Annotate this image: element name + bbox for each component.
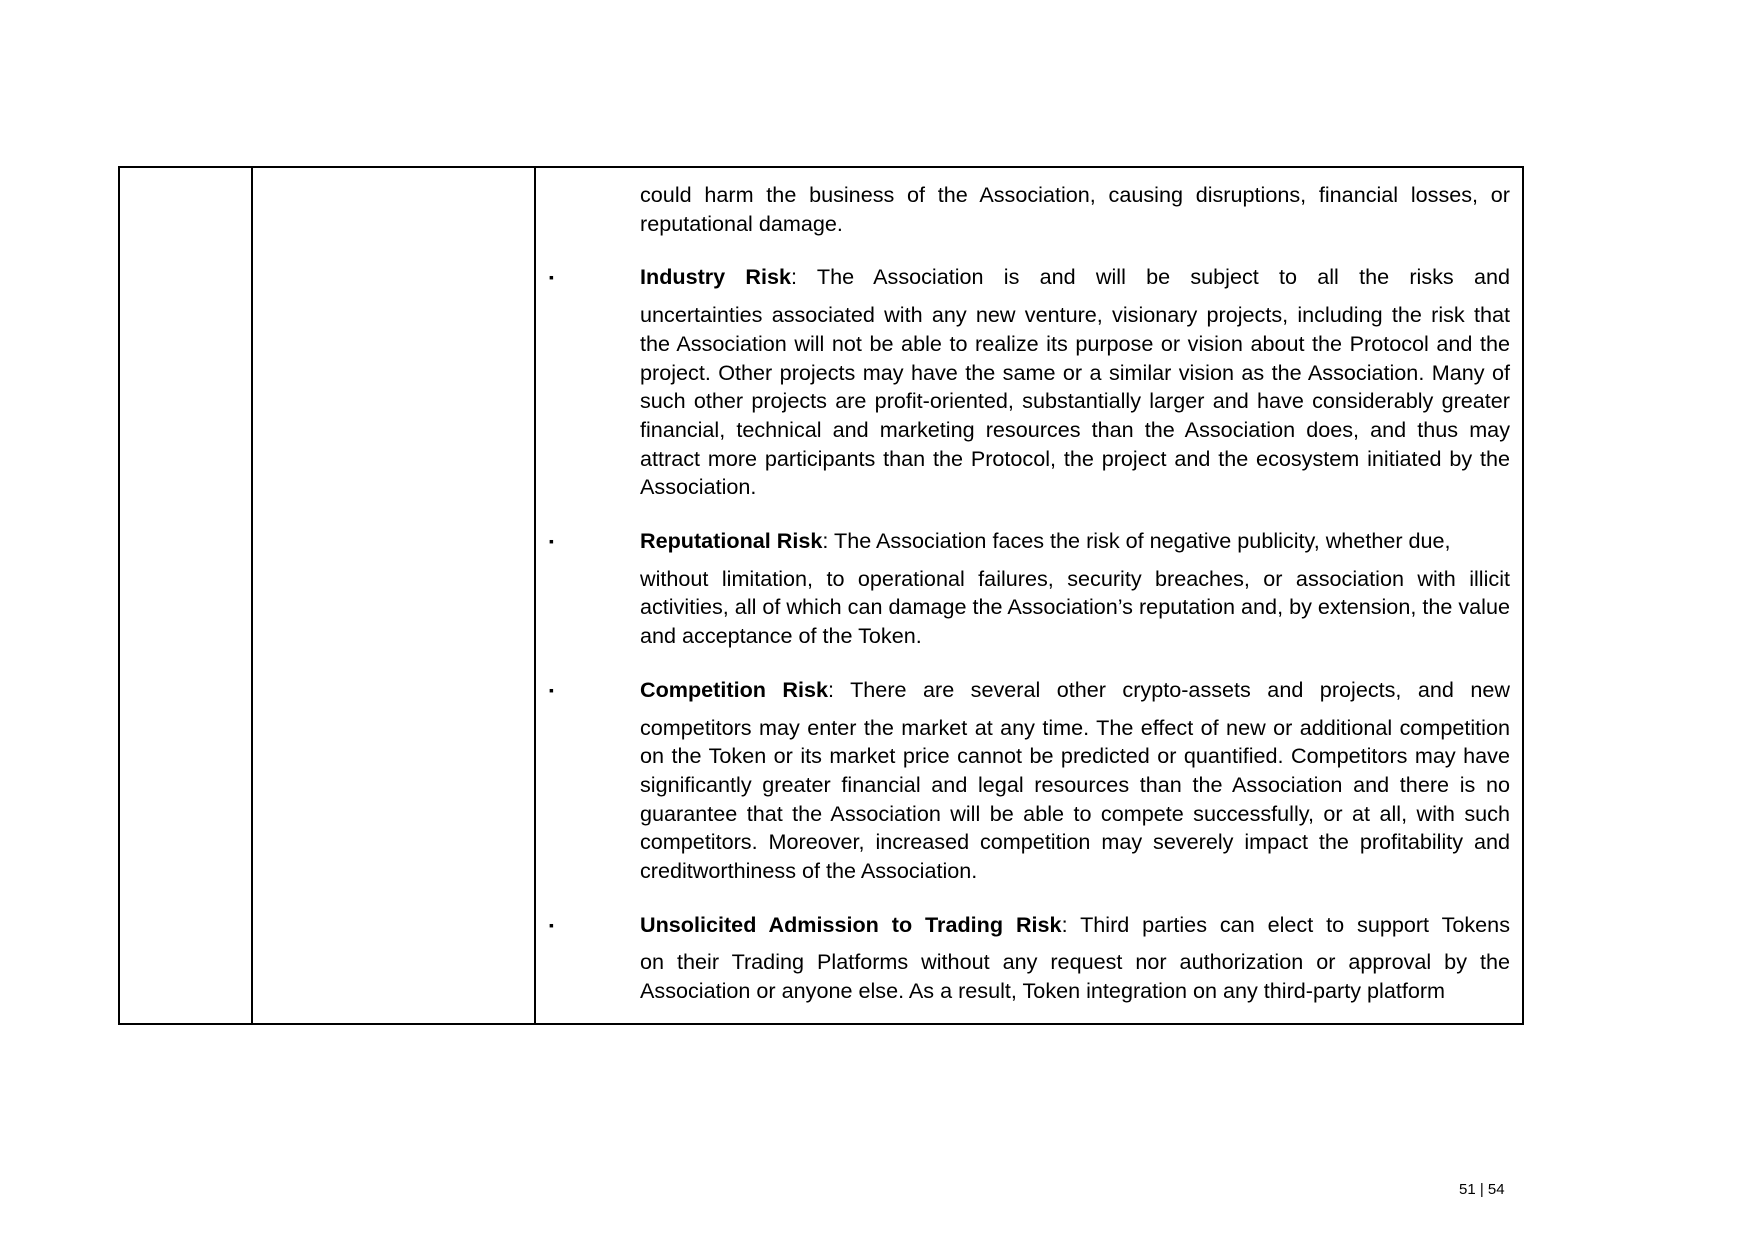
risk-table bbox=[118, 166, 1524, 1025]
risk-description: competitors may enter the market at any time. The effect of new or additional competition on the Token or its market price cannot be predicted or quantified. Competitors may have significantly greater financial and legal resources than the Association and there is no guarantee that the Association will be able to compete successfully, or at all, with such competitors. Moreover, increased competition may severely impact the profitability and creditworthiness of the Association. bbox=[640, 714, 1510, 884]
risk-item-unsolicited-trading bbox=[536, 911, 1522, 1006]
table-column-3 bbox=[536, 168, 1522, 1023]
risk-lead-text: : The Association is and will be subject to all the risks and bbox=[791, 264, 1510, 290]
risk-lead-line bbox=[640, 911, 1510, 940]
risk-lead-line bbox=[640, 263, 1510, 292]
risk-content bbox=[536, 181, 1522, 1006]
risk-lead-line bbox=[640, 527, 1510, 556]
risk-item-reputational bbox=[536, 527, 1522, 651]
risk-term: Industry Risk bbox=[640, 264, 792, 290]
risk-item-industry bbox=[536, 263, 1522, 502]
risk-lead-text: : There are several other crypto-assets and projects, and new bbox=[828, 676, 1510, 702]
risk-description: uncertainties associated with any new venture, visionary projects, including the risk that the Association will not be able to realize its purpose or vision about the Protocol and the project. Other projects may have the same or a similar vision as the Association. Many of such other projects are profit-oriented, substantially larger and have considerably greater financial, technical and marketing resources than the Association does, and thus may attract more participants than the Protocol, the project and the ecosystem initiated by the Association. bbox=[640, 302, 1510, 500]
risk-item-competition bbox=[536, 676, 1522, 886]
risk-term: Reputational Risk bbox=[640, 528, 823, 554]
table-column-2 bbox=[253, 168, 536, 1023]
intro-paragraph: could harm the business of the Association, causing disruptions, financial losses, or reputational damage. bbox=[640, 182, 1510, 236]
risk-lead-text: : Third parties can elect to support Tokens bbox=[1061, 911, 1510, 937]
risk-description: without limitation, to operational failures, security breaches, or association with illicit activities, all of which can damage the Association’s reputation and, by extension, the value and acceptance of the Token. bbox=[640, 565, 1510, 649]
risk-description: on their Trading Platforms without any request nor authorization or approval by the Association or anyone else. As a result, Token integration on any third-party platform bbox=[640, 949, 1510, 1004]
risk-lead-line bbox=[640, 676, 1510, 705]
page-number: 51 | 54 bbox=[1459, 1181, 1505, 1198]
bullet-icon: ▪ bbox=[549, 533, 554, 550]
risk-term: Unsolicited Admission to Trading Risk bbox=[640, 911, 1062, 937]
risk-lead-text: : The Association faces the risk of negative publicity, whether due, bbox=[822, 528, 1451, 554]
bullet-icon: ▪ bbox=[549, 269, 554, 286]
bullet-icon: ▪ bbox=[549, 681, 554, 698]
risk-term: Competition Risk bbox=[640, 676, 829, 702]
table-column-1 bbox=[120, 168, 253, 1023]
bullet-icon: ▪ bbox=[549, 916, 554, 933]
